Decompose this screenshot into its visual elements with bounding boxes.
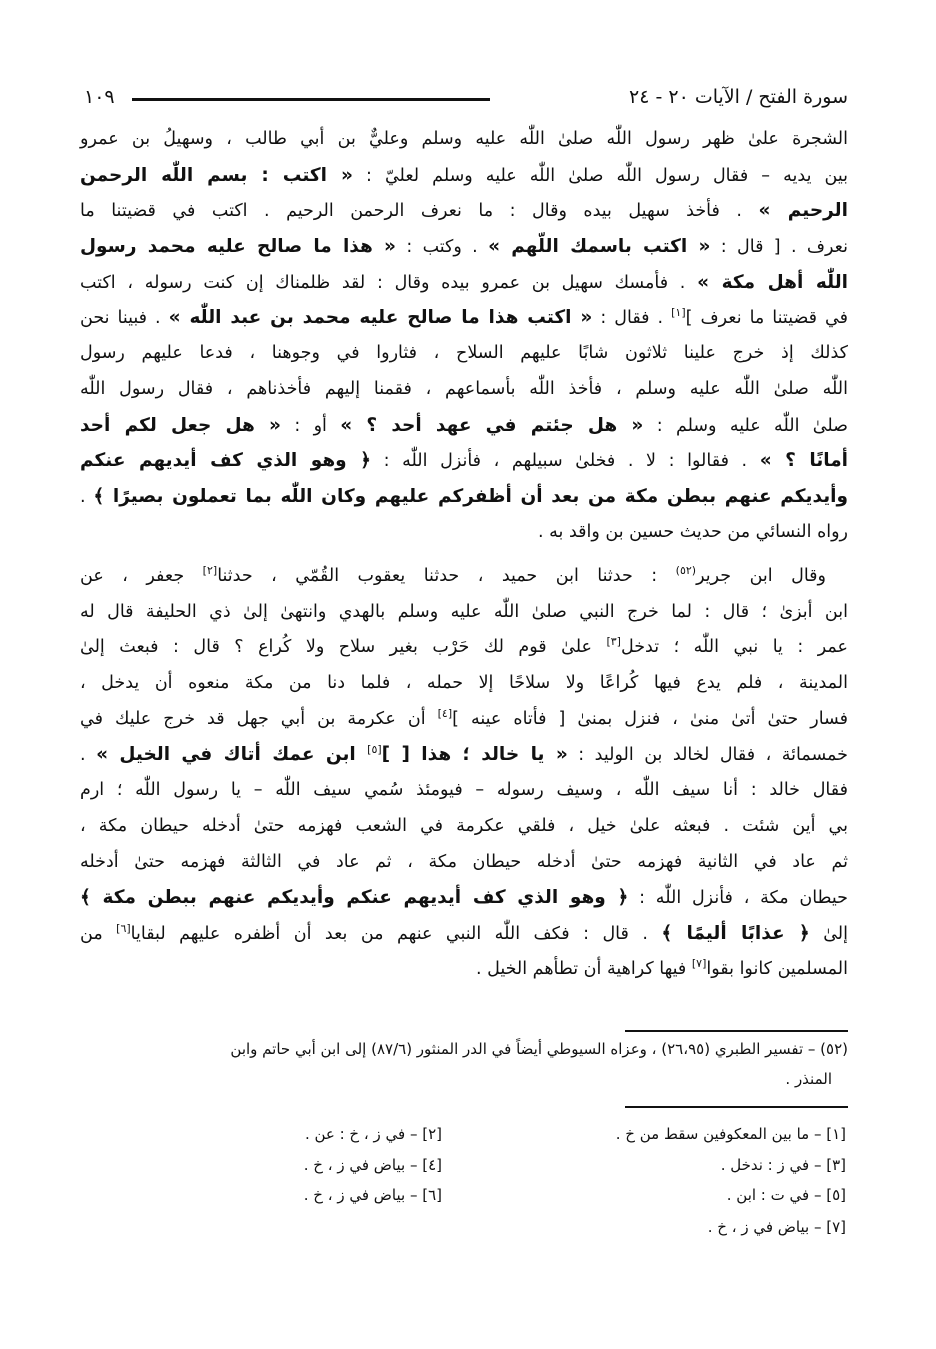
text-run: علىٰ قوم لك حَرْب بغير سلاح ولا كُراع ؟ قال : فبعث إلىٰ bbox=[80, 637, 607, 658]
paragraph-2 bbox=[80, 559, 848, 987]
footnote-marker: [٣] bbox=[606, 635, 621, 649]
text-run: عمر : يا نبي اللّٰه ؛ تدخل bbox=[620, 637, 848, 658]
footnote-52-line-2: المنذر . bbox=[785, 1070, 832, 1088]
emphasized-quote: ﴿ وهو الذي كف أيديهم عنكم bbox=[80, 450, 372, 472]
note-7: [٧] – بياض في ز ، خ . bbox=[707, 1218, 846, 1236]
text-line bbox=[80, 336, 848, 372]
text-run: المسلمين كانوا بقوا bbox=[706, 958, 848, 979]
text-run: حيطان مكة ، فأنزل اللّٰه : bbox=[628, 888, 848, 909]
text-line bbox=[80, 595, 848, 631]
page-number: ١٠٩ bbox=[84, 86, 115, 108]
text-run: ثم عاد في الثانية فهزمه حتىٰ أدخله حيطان مكة ، ثم عاد في الثالثة فهزمه حتىٰ أدخله bbox=[80, 851, 848, 872]
text-run: في قضيتنا ما نعرف ] bbox=[685, 308, 848, 329]
emphasized-quote: « هل جعل لكم أحد bbox=[80, 414, 282, 436]
note-3: [٣] – في ز : ندخل . bbox=[720, 1156, 846, 1174]
text-line bbox=[80, 265, 848, 301]
text-run: إلىٰ bbox=[809, 923, 848, 944]
emphasized-quote: « يا خالد ؛ هذا [ ] bbox=[381, 744, 568, 766]
text-run: . فقالوا : لا . فخلىٰ سبيلهم ، فأنزل اللّٰه : bbox=[371, 451, 760, 472]
header-title: سورة الفتح / الآيات ٢٠ - ٢٤ bbox=[629, 86, 848, 108]
emphasized-quote: ﴿ عذابًا أليمًا ﴾ bbox=[661, 922, 810, 944]
text-line bbox=[80, 515, 848, 551]
note-6: [٦] – بياض في ز ، خ . bbox=[303, 1186, 442, 1204]
text-line bbox=[80, 666, 848, 702]
text-run: فسار حتىٰ أتىٰ منىٰ ، فنزل بمنىٰ [ فأتاه عينه ] bbox=[452, 708, 848, 729]
text-run: وقال ابن جرير bbox=[696, 566, 826, 586]
emphasized-quote: « اكتب هذا ما صالح عليه محمد بن عبد اللّٰه » bbox=[168, 307, 593, 329]
notes-divider bbox=[625, 1106, 848, 1108]
text-line bbox=[80, 702, 848, 738]
text-run: . وكتب : bbox=[396, 237, 489, 258]
text-line bbox=[80, 809, 848, 845]
note-2: [٢] – في ز ، خ : عن . bbox=[304, 1125, 442, 1143]
emphasized-quote: « اكتب : بسم اللّٰه الرحمن bbox=[80, 164, 353, 186]
text-line bbox=[80, 122, 848, 158]
paragraph-1 bbox=[80, 122, 848, 550]
text-run: نعرف . [ قال : bbox=[710, 237, 848, 258]
text-run: . فبينا نحن bbox=[80, 308, 169, 329]
text-run: فيها كراهية أن تطأهم الخيل . bbox=[475, 958, 692, 979]
footnote-marker: [٤] bbox=[437, 706, 453, 720]
text-run: صلىٰ اللّٰه عليه وسلم : bbox=[643, 415, 849, 436]
footnote-marker: [٧] bbox=[691, 956, 707, 970]
text-run: اللّٰه صلىٰ اللّٰه عليه وسلم ، فأخذ اللّٰه بأسماعهم ، فقمنا إليهم فأخذناهم ، فقال رسول اللّٰه bbox=[80, 378, 848, 399]
text-line bbox=[80, 559, 848, 595]
note-5: [٥] – في ت : ابن . bbox=[726, 1186, 846, 1204]
text-run: . bbox=[80, 745, 97, 766]
emphasized-quote: ابن عمك أتاك في الخيل » bbox=[96, 744, 368, 766]
text-run: . فأخذ سهيل بيده وقال : ما نعرف الرحمن الرحيم . اكتب في قضيتنا ما bbox=[80, 201, 759, 222]
text-run: : حدثنا ابن حميد ، حدثنا يعقوب القُمّي ، حدثنا bbox=[217, 566, 676, 586]
text-line bbox=[80, 158, 848, 194]
text-run: ابن أبزىٰ ؛ قال : لما خرج النبي صلىٰ اللّٰه عليه وسلم بالهدي وانتهىٰ إلىٰ ذي الحليفة قال له bbox=[80, 601, 848, 622]
footnote-marker: [٥] bbox=[367, 743, 382, 757]
text-run: المدينة ، فلم يدع فيها كُراعًا ولا سلاحًا إلا حمله ، فلما دنا من مكة منعوه أن يدخل ، bbox=[80, 673, 848, 694]
text-line bbox=[80, 300, 848, 336]
text-run: رواه النسائي من حديث حسين بن واقد به . bbox=[538, 521, 848, 542]
text-line bbox=[80, 443, 848, 479]
footnote-52-line-1: (٥٢) – تفسير الطبري (٢٦،٩٥) ، وعزاه السيوطي أيضاً في الدر المنثور (٨٧/٦) إلى ابن أبي حاتم وابن bbox=[230, 1040, 848, 1058]
text-line bbox=[80, 193, 848, 229]
text-line bbox=[80, 479, 848, 515]
emphasized-quote: أمانًا ؟ » bbox=[759, 450, 849, 472]
text-line bbox=[80, 916, 848, 952]
emphasized-quote: « هل جئتم في عهد أحد ؟ » bbox=[340, 414, 644, 436]
text-run: بي أين شئت . فبعثه علىٰ خيل ، فلقي عكرمة في الشعب فهزمه حتىٰ أدخله حيطان مكة ، bbox=[80, 815, 848, 836]
text-line bbox=[80, 372, 848, 408]
text-run: خمسمائة ، فقال لخالد بن الوليد : bbox=[567, 745, 848, 766]
text-run: الشجرة علىٰ ظهر رسول اللّٰه صلىٰ اللّٰه عليه وسلم وعليٌّ بن أبي طالب ، وسهيلُ بن عمرو bbox=[80, 129, 848, 149]
emphasized-quote: الرحيم » bbox=[758, 200, 848, 222]
text-run: فقال خالد : أنا سيف اللّٰه ، وسيف رسوله – فيومئذ سُمي سيف اللّٰه – يا رسول اللّٰه ؛ ارم bbox=[80, 780, 848, 801]
footnote-marker: (٥٢) bbox=[675, 564, 697, 578]
footnote-marker: [١] bbox=[671, 306, 686, 320]
text-run: بين يديه – فقال رسول اللّٰه صلىٰ اللّٰه عليه وسلم لعليّ : bbox=[352, 165, 848, 186]
emphasized-quote: « هذا ما صالح عليه محمد رسول bbox=[80, 236, 396, 258]
text-run: . فأمسك سهيل بن عمرو بيده وقال : لقد ظلمناك إن كنت رسوله ، اكتب bbox=[80, 272, 698, 293]
emphasized-quote: اللّٰه أهل مكة » bbox=[697, 271, 848, 293]
text-line bbox=[80, 408, 848, 444]
text-run: . bbox=[80, 486, 94, 507]
emphasized-quote: ﴿ وهو الذي كف أيديهم عنكم وأيديكم عنهم ببطن مكة ﴾ bbox=[80, 887, 629, 909]
text-run: . قال : فكف اللّٰه النبي عنهم من بعد أن أظفره عليهم لبقايا bbox=[130, 923, 662, 944]
text-run: . فقال : bbox=[592, 308, 672, 329]
text-line bbox=[80, 630, 848, 666]
text-run: كذلك إذ خرج علينا ثلاثون شابًا عليهم السلاح ، فثاروا في وجوهنا ، فدعا عليهم رسول bbox=[80, 343, 848, 364]
text-line bbox=[80, 773, 848, 809]
note-1: [١] – ما بين المعكوفين سقط من خ . bbox=[615, 1125, 846, 1143]
text-run: من bbox=[80, 923, 117, 944]
footnote-marker: [٢] bbox=[202, 564, 218, 578]
text-line bbox=[80, 737, 848, 773]
text-line bbox=[80, 880, 848, 916]
text-line bbox=[80, 952, 848, 988]
footnote-divider bbox=[625, 1030, 848, 1032]
emphasized-quote: « اكتب باسمك اللّهم » bbox=[488, 236, 711, 258]
emphasized-quote: وأيديكم عنهم ببطن مكة من بعد أن أظفركم عليهم وكان اللّٰه بما تعملون بصيرًا ﴾ bbox=[93, 485, 848, 507]
text-run: أو : bbox=[281, 415, 341, 436]
footnote-marker: [٦] bbox=[116, 922, 131, 936]
text-run: أن عكرمة بن أبي جهل قد خرج عليك في bbox=[80, 708, 438, 729]
text-line bbox=[80, 229, 848, 265]
note-4: [٤] – بياض في ز ، خ . bbox=[303, 1156, 442, 1174]
text-run: جعفر ، عن bbox=[80, 566, 203, 586]
header-rule bbox=[132, 98, 490, 101]
text-line bbox=[80, 845, 848, 881]
